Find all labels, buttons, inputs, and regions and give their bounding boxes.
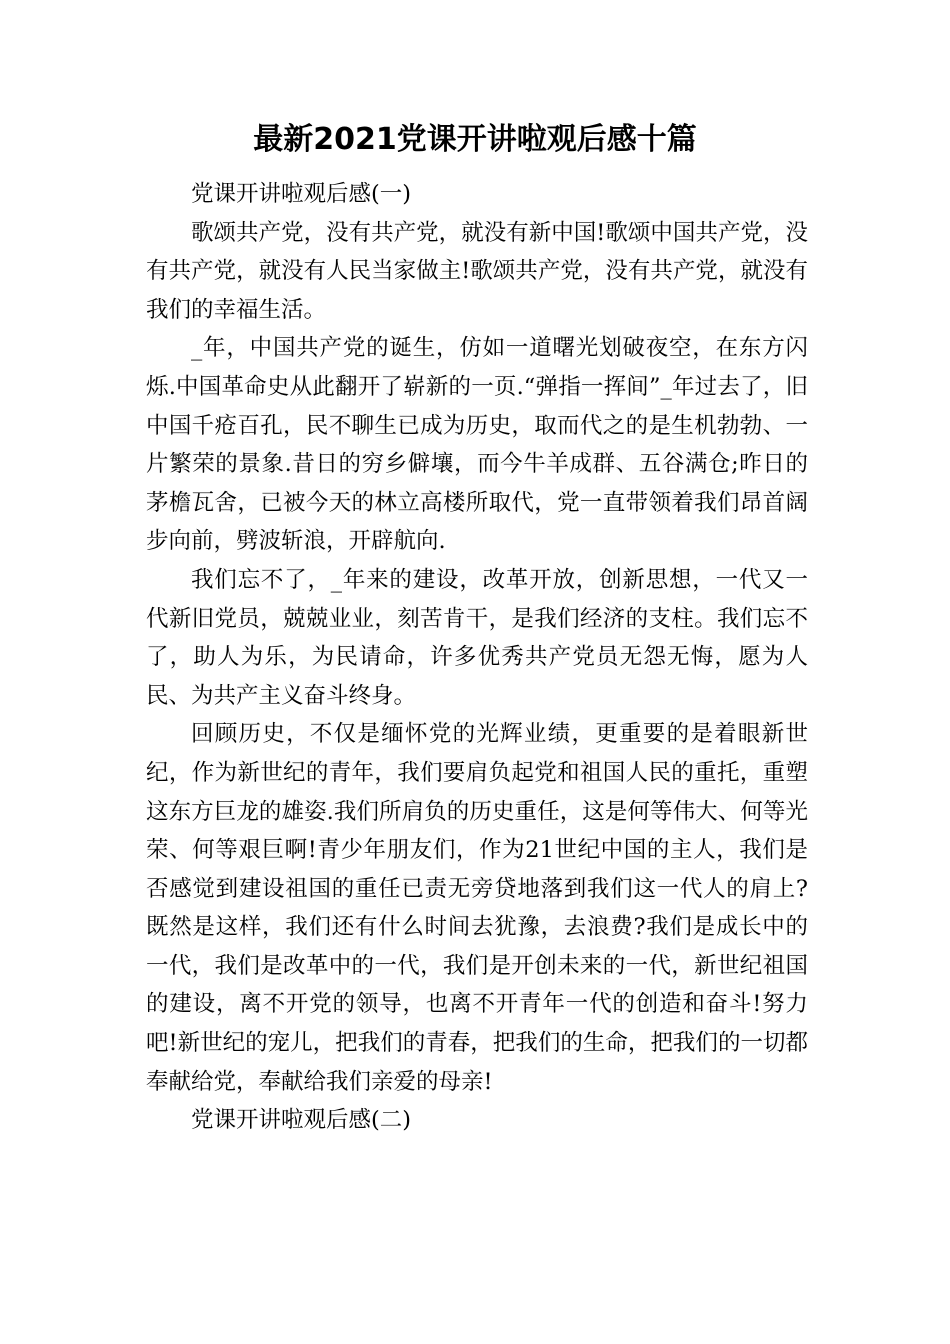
paragraph-2: _年，中国共产党的诞生，仿如一道曙光划破夜空，在东方闪烁.中国革命史从此翻开了崭新的一页.“弹指一挥间”_年过去了，旧中国千疮百孔，民不聊生已成为历史，取而代之的是生机勃勃、一片繁荣的景象.昔日的穷乡僻壤，而今牛羊成群、五谷满仓;昨日的茅檐瓦舍，已被今天的林立高楼所取代，党一直带领着我们昂首阔步向前，劈波斩浪，开辟航向. — [146, 335, 808, 555]
paragraph-3: 我们忘不了，_年来的建设，改革开放，创新思想，一代又一代新旧党员，兢兢业业，刻苦肯干，是我们经济的支柱。我们忘不了，助人为乐，为民请命，许多优秀共产党员无怨无悔，愿为人民、为共产主义奋斗终身。 — [146, 566, 808, 709]
paragraph-1: 歌颂共产党，没有共产党，就没有新中国!歌颂中国共产党，没有共产党，就没有人民当家做主!歌颂共产党，没有共产党，就没有我们的幸福生活。 — [146, 219, 808, 323]
paragraph-4: 回顾历史，不仅是缅怀党的光辉业绩，更重要的是着眼新世纪，作为新世纪的青年，我们要肩负起党和祖国人民的重托，重塑这东方巨龙的雄姿.我们所肩负的历史重任，这是何等伟大、何等光荣、何等艰巨啊!青少年朋友们，作为21世纪中国的主人，我们是否感觉到建设祖国的重任已责无旁贷地落到我们这一代人的肩上?既然是这样，我们还有什么时间去犹豫，去浪费?我们是成长中的一代，我们是改革中的一代，我们是开创未来的一代，新世纪祖国的建设，离不开党的领导，也离不开青年一代的创造和奋斗!努力吧!新世纪的宠儿，把我们的青春，把我们的生命，把我们的一切都奉献给党，奉献给我们亲爱的母亲! — [146, 721, 808, 1095]
document-title: 最新2021党课开讲啦观后感十篇 — [253, 122, 697, 157]
section-heading-1: 党课开讲啦观后感(一) — [191, 181, 412, 207]
document-body — [146, 175, 808, 1140]
section-heading-2: 党课开讲啦观后感(二) — [191, 1107, 412, 1134]
